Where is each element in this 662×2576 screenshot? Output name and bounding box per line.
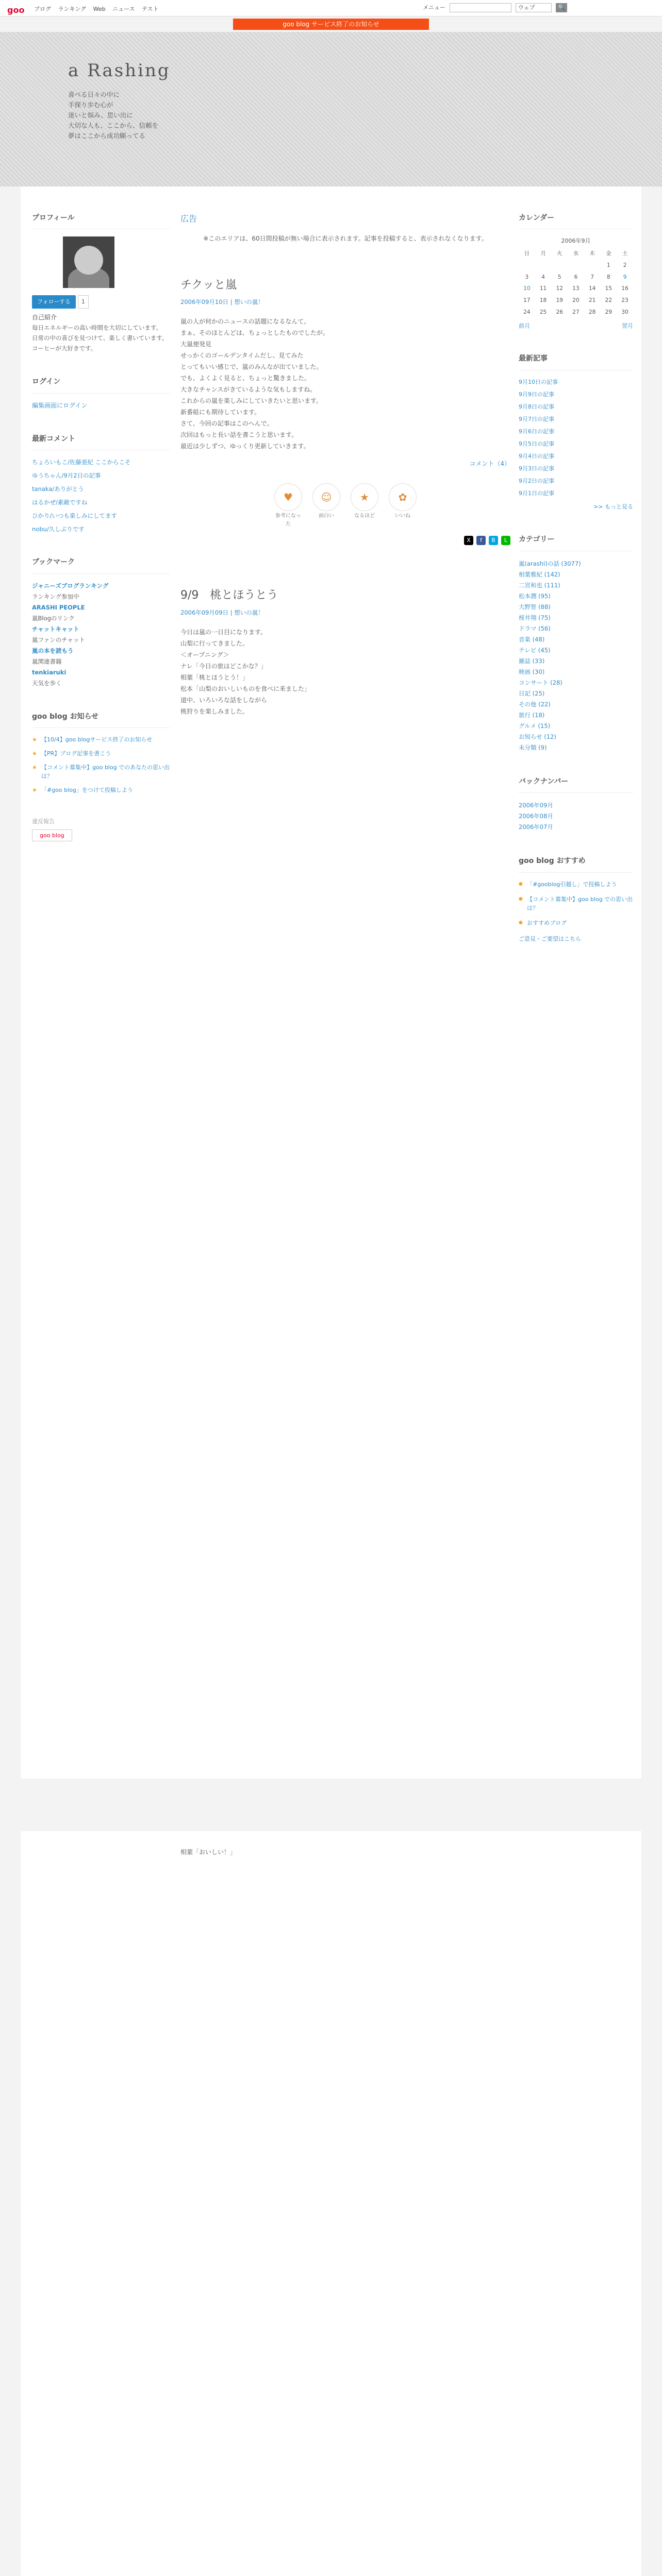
info-item[interactable]: ★ 【コメント募集中】goo blog でのあなたの思い出は？	[32, 763, 170, 781]
widget-title: 最新記事	[519, 353, 633, 370]
entry-line: でも、よくよく見ると、ちょっと驚きました。	[180, 375, 311, 382]
calendar-day: 21	[588, 297, 596, 304]
category-link[interactable]: お知らせ (12)	[519, 733, 556, 740]
calendar-day	[584, 260, 601, 272]
line-share-icon[interactable]: L	[501, 536, 510, 545]
widget-title: 最新コメント	[32, 433, 170, 450]
recent-entry-link[interactable]: 9月3日の記事	[519, 465, 554, 472]
recommend-item[interactable]: ● 「#gooblog引越し」で投稿しよう	[519, 880, 633, 889]
category-link[interactable]: 映画 (30)	[519, 668, 545, 675]
bookmark-link[interactable]: チャットキャット	[32, 625, 79, 633]
search-button[interactable]: 🔍	[556, 3, 567, 12]
reaction-row	[180, 483, 510, 529]
desc-line: 迷いと悩み、思い出に	[68, 111, 133, 119]
bookmark-link[interactable]: ジャニーズブログランキング	[32, 582, 109, 589]
comment-item[interactable]: tanaka/ありがとう	[32, 485, 84, 493]
calendar-day	[535, 260, 552, 272]
category-link[interactable]: 嵐(arashi)の話 (3077)	[519, 560, 581, 567]
entry-line: 山梨に行ってきました。	[180, 639, 249, 647]
entry-body-continued	[180, 1846, 510, 1858]
top-nav-item[interactable]: テスト	[142, 6, 159, 12]
entry-date[interactable]: 2006年09月09日 | 想いの嵐！	[180, 608, 264, 616]
calendar-day: 4	[541, 274, 545, 280]
calendar-day	[519, 260, 535, 272]
category-link[interactable]: 桜井翔 (75)	[519, 614, 551, 621]
calendar-day: 19	[556, 297, 563, 304]
entry-line: 新番組にも期待しています。	[180, 409, 261, 416]
main-content	[180, 212, 510, 717]
calendar-day: 13	[572, 285, 580, 292]
reaction-button[interactable]: ♥ 参考になった	[274, 483, 302, 529]
search-type-select[interactable]: ウェブ	[516, 3, 552, 12]
reaction-button[interactable]: ✿ いいね	[389, 483, 417, 529]
comment-item[interactable]: nobu/久しぶりです	[32, 526, 85, 533]
calendar-day: 12	[556, 285, 563, 292]
category-link[interactable]: コンサート (28)	[519, 679, 562, 686]
calendar-day	[568, 260, 584, 272]
entry-line: 今日は嵐の一日目になります。	[180, 628, 267, 636]
comment-item[interactable]: ちょろいもこ/佐藤亜紀 ここからこそ	[32, 459, 131, 466]
category-link[interactable]: 雑誌 (33)	[519, 657, 545, 665]
widget-title: カテゴリー	[519, 534, 633, 551]
comment-link[interactable]: コメント（4）	[469, 460, 510, 468]
entry-line: 大きなチャンスがきているような気もしますね。	[180, 386, 317, 394]
recent-entry-link[interactable]: 9月9日の記事	[519, 391, 554, 398]
continued-wrap	[21, 1831, 641, 2576]
calendar-day: 14	[588, 285, 596, 292]
backnumber-link[interactable]: 2006年07月	[519, 823, 553, 831]
calendar-day: 29	[605, 309, 613, 315]
widget-title: goo blog お知らせ	[32, 711, 170, 728]
calendar-day: 11	[539, 285, 547, 292]
entry	[180, 276, 510, 546]
blog-title[interactable]: a Rashing	[68, 60, 171, 81]
feedback-link[interactable]: ご意見・ご要望はこちら	[519, 935, 581, 942]
recent-entry-link[interactable]: 9月5日の記事	[519, 440, 554, 447]
info-item[interactable]: ★ 【10/4】goo blogサービス終了のお知らせ	[32, 735, 170, 744]
more-link[interactable]: >> もっと見る	[593, 503, 633, 510]
recommend-item[interactable]: ● 【コメント募集中】goo blog での思い出は？	[519, 895, 633, 912]
left-sidebar	[32, 212, 170, 841]
entry-title[interactable]: チクッと嵐	[180, 278, 237, 292]
entry-line: 桃狩りを楽しみました。	[180, 707, 249, 715]
blog-description	[68, 90, 158, 141]
desc-line: 大切な人も、ここから、信頼を	[68, 122, 159, 129]
entry	[180, 586, 510, 717]
category-widget	[519, 534, 633, 753]
ad-heading: 広告	[180, 214, 197, 224]
calendar-day: 27	[572, 309, 580, 315]
page-gap	[0, 1778, 662, 1831]
calendar-day: 24	[523, 309, 531, 315]
calendar-day[interactable]: 9	[623, 274, 627, 280]
category-link[interactable]: テレビ (45)	[519, 646, 551, 654]
calendar-day: 2	[623, 262, 627, 268]
desc-line: 手探り歩む心が	[68, 101, 113, 109]
comment-item[interactable]: ゆうちゃん/9月2日の記事	[32, 472, 101, 480]
next-month-link[interactable]: 翌月	[622, 322, 633, 329]
category-link[interactable]: 日記 (25)	[519, 689, 545, 697]
calendar-day: 22	[605, 297, 613, 304]
entry-line: まぁ、そのほとんどは、ちょっとしたものでしたが。	[180, 329, 329, 337]
entry-line: ＜オープニング＞	[180, 651, 229, 658]
top-nav-item[interactable]: Web	[93, 6, 106, 12]
bookmark-desc: 嵐関連書籍	[32, 657, 62, 665]
entry-line: 次回はもっと長い話を書こうと思います。	[180, 431, 298, 439]
profile-text: 毎日エネルギーの高い時間を大切にしています。 日常の中の喜びを見つけて、楽しく書いています。 コーヒーが大好きです。	[32, 324, 168, 352]
entry-line: せっかくのゴールデンタイムだし、見てみた	[180, 352, 304, 360]
entry-date[interactable]: 2006年09月10日 | 想いの嵐！	[180, 298, 264, 306]
calendar-day: 20	[572, 297, 580, 304]
reaction-button[interactable]: ★ なるほど	[351, 483, 378, 529]
x-share-icon[interactable]: X	[464, 536, 473, 545]
backnumber-link[interactable]: 2006年09月	[519, 802, 553, 809]
reaction-button[interactable]: ☺ 面白い	[312, 483, 340, 529]
calendar-nav	[519, 321, 633, 331]
share-row	[180, 536, 510, 545]
entry-line: ナレ「今日の旅はどこかな？」	[180, 662, 267, 670]
profile-widget	[32, 212, 170, 353]
widget-title: goo blog おすすめ	[519, 855, 633, 872]
desc-line: 夢はここから成功願ってる	[68, 132, 146, 140]
service-end-notice[interactable]: goo blog サービス終了のお知らせ	[233, 19, 429, 30]
widget-title: カレンダー	[519, 212, 633, 229]
recent-entry-link[interactable]: 9月2日の記事	[519, 477, 554, 484]
category-link[interactable]: 音楽 (48)	[519, 635, 545, 643]
calendar-day: 17	[523, 297, 531, 304]
entry-line: 相葉「おいしい！」	[180, 1849, 237, 1856]
goo-logo[interactable]: goo	[7, 5, 25, 15]
calendar-day: 5	[557, 274, 561, 280]
info-widget	[32, 711, 170, 794]
entry-line: 道中、いろいろな話をしながら	[180, 696, 268, 704]
top-bar	[0, 0, 662, 16]
widget-title: プロフィール	[32, 212, 170, 229]
follow-button[interactable]: フォローする	[32, 295, 76, 309]
category-link[interactable]: その他 (22)	[519, 700, 551, 708]
top-search	[423, 3, 567, 12]
comment-item[interactable]: ひかり/いつも楽しみにしてます	[32, 512, 117, 520]
category-link[interactable]: ドラマ (56)	[519, 624, 551, 632]
backnumber-widget	[519, 776, 633, 833]
avatar	[63, 236, 114, 288]
entry-line: 松本「山梨のおいしいものを食べに来ました」	[180, 685, 311, 692]
bookmark-link[interactable]: ARASHI PEOPLE	[32, 603, 85, 611]
top-nav-item[interactable]: ニュース	[112, 6, 135, 12]
backnumber-link[interactable]: 2006年08月	[519, 812, 553, 820]
category-link[interactable]: グルメ (15)	[519, 722, 551, 730]
calendar-day: 28	[588, 309, 596, 315]
ad-notice-text: ※このエリアは、60日間投稿が無い場合に表示されます。記事を投稿すると、表示されなくなります。	[203, 234, 488, 242]
calendar-day: 7	[590, 274, 594, 280]
calendar-widget	[519, 212, 633, 330]
recommend-item[interactable]: ● おすすめブログ	[519, 919, 633, 927]
calendar-day: 30	[621, 309, 628, 315]
calendar-day: 1	[607, 262, 610, 268]
comment-item[interactable]: はるかぜ/素敵ですね	[32, 499, 88, 506]
recent-entry-link[interactable]: 9月1日の記事	[519, 489, 554, 497]
category-link[interactable]: 二宮和也 (111)	[519, 581, 560, 589]
hatena-share-icon[interactable]: B	[489, 536, 498, 545]
top-nav-item[interactable]: ランキング	[58, 6, 87, 12]
widget-title: ブックマーク	[32, 556, 170, 573]
menu-link[interactable]: メニュー	[423, 4, 445, 11]
right-sidebar	[519, 212, 633, 966]
prev-month-link[interactable]: 前月	[519, 322, 530, 329]
main-wrap	[21, 187, 641, 1778]
bookmark-link[interactable]: tenkiaruki	[32, 668, 67, 676]
entry-line: 大嵐便発見	[180, 341, 212, 348]
recent-comments-widget	[32, 433, 170, 534]
blog-header	[0, 32, 662, 187]
login-link[interactable]: 編集画面にログイン	[32, 401, 88, 409]
widget-title: バックナンバー	[519, 776, 633, 793]
calendar-day: 6	[574, 274, 578, 280]
recent-entries-widget	[519, 353, 633, 511]
category-link[interactable]: 大野智 (88)	[519, 603, 551, 611]
entry-line: さて、今回の記事はこのへんで。	[180, 420, 273, 428]
recent-entry-link[interactable]: 9月6日の記事	[519, 428, 554, 435]
login-widget	[32, 376, 170, 411]
entry-line: 相葉「桃とほうとう！」	[180, 673, 249, 681]
category-link[interactable]: 相葉雅紀 (142)	[519, 570, 560, 578]
recent-entry-link[interactable]: 9月8日の記事	[519, 403, 554, 410]
calendar-day[interactable]: 10	[523, 285, 531, 292]
top-nav	[34, 5, 164, 14]
follower-count: 1	[78, 295, 89, 309]
search-input[interactable]	[450, 3, 511, 12]
calendar-day: 15	[605, 285, 613, 292]
bookmarks-widget	[32, 556, 170, 688]
calendar-day: 23	[621, 297, 628, 304]
calendar-day: 8	[607, 274, 610, 280]
entry-body	[180, 316, 510, 452]
recommend-widget	[519, 855, 633, 943]
entry-line: 嵐の人が何かのニュースの話題になるなんて。	[180, 318, 310, 326]
notice-bar	[0, 16, 662, 32]
recent-entry-link[interactable]: 9月4日の記事	[519, 452, 554, 460]
desc-line: 喜べる日々の中に	[68, 91, 120, 98]
widget-title: ログイン	[32, 376, 170, 393]
bookmark-desc: 嵐Blogのリンク	[32, 614, 75, 622]
calendar-table: 日 月 火 水 木 金 土 1 2 3 4 5 6 7 8 9 10 11 12 13 14 15 16 17 18 19 20 21 22 23 24 25 26 27 28 29 30	[519, 248, 633, 318]
calendar-caption: 2006年9月	[561, 238, 591, 245]
calendar-day	[551, 260, 568, 272]
category-link[interactable]: 未分類 (9)	[519, 743, 547, 751]
calendar-day: 25	[539, 309, 547, 315]
calendar-day: 26	[556, 309, 563, 315]
recent-entry-link[interactable]: 9月10日の記事	[519, 378, 558, 385]
bookmark-desc: 嵐ファンのチャット	[32, 636, 85, 643]
bookmark-desc: 天気を歩く	[32, 679, 62, 687]
goo-blog-badge[interactable]: goo blog	[32, 829, 72, 842]
category-link[interactable]: 旅行 (18)	[519, 711, 545, 719]
bookmark-desc: ランキング参加中	[32, 592, 79, 600]
report-link[interactable]: 違反報告	[32, 818, 55, 825]
info-item[interactable]: ★ 「#goo blog」をつけて投稿しよう	[32, 786, 170, 794]
entry-body	[180, 626, 510, 717]
bookmark-link[interactable]: 嵐の本を読もう	[32, 647, 74, 654]
category-link[interactable]: 松本潤 (95)	[519, 592, 551, 600]
top-nav-item[interactable]: ブログ	[34, 6, 51, 12]
entry-line: これからの嵐を楽しみにしていきたいと思います。	[180, 397, 323, 405]
calendar-day: 16	[621, 285, 628, 292]
calendar-day: 3	[525, 274, 529, 280]
info-item[interactable]: ★ 【PR】ブログ記事を書こう	[32, 749, 170, 758]
recent-entry-link[interactable]: 9月7日の記事	[519, 415, 554, 422]
entry-line: 最近は少しずつ、ゆっくり更新していきます。	[180, 443, 310, 450]
entry-title[interactable]: 9/9 桃とほうとう	[180, 589, 278, 602]
calendar-day: 18	[539, 297, 547, 304]
profile-name: 自己紹介	[32, 313, 57, 321]
entry-line: とってもいい感じで、嵐のみんなが出ていました。	[180, 363, 323, 371]
facebook-share-icon[interactable]: f	[476, 536, 486, 545]
